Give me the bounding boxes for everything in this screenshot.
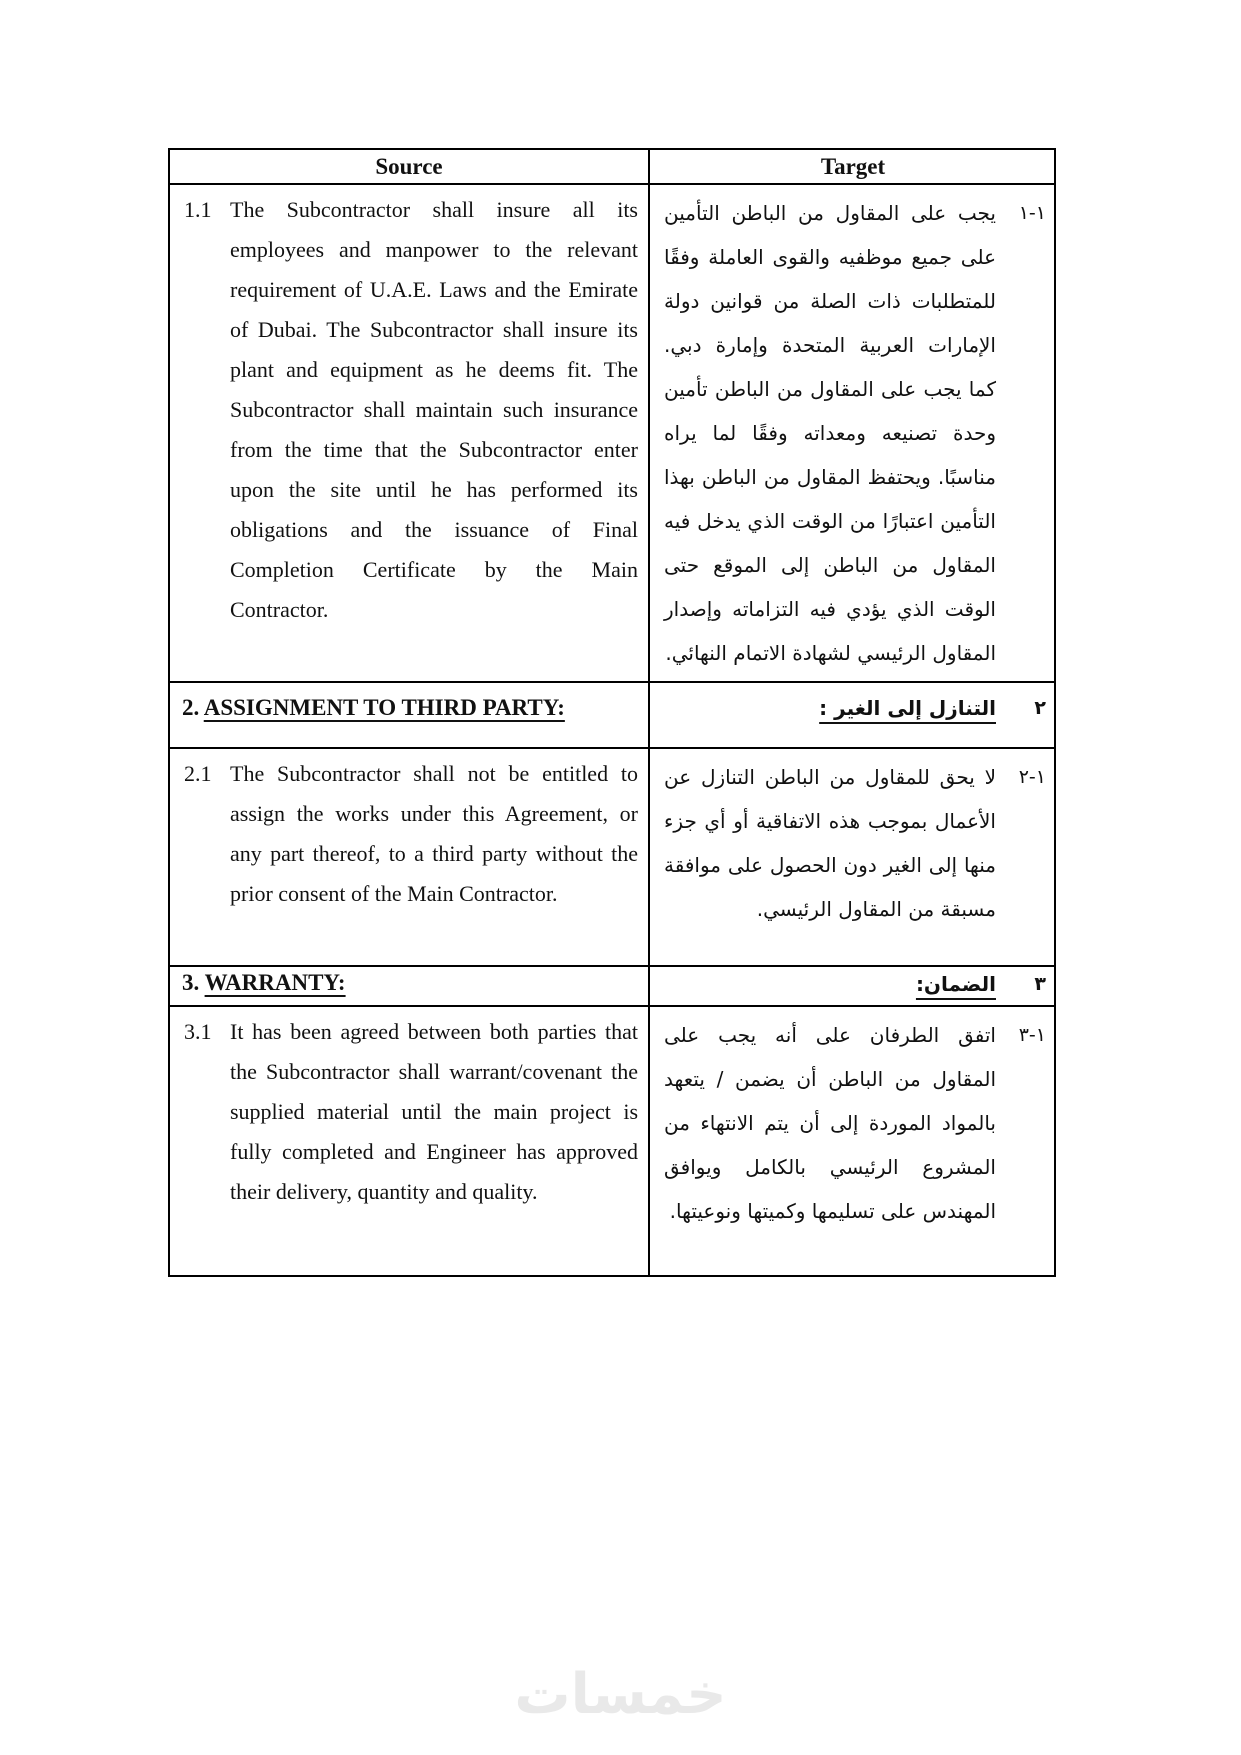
clause-number-ar: ٣-١ (1018, 1024, 1046, 1046)
section-3-target-cell (650, 967, 1056, 1005)
section-2-source-cell (170, 683, 650, 747)
clause-number-ar: ١-١ (1018, 202, 1046, 224)
target-header-cell (650, 150, 1056, 183)
section-title-ar: التنازل إلى الغير : (819, 696, 996, 720)
table-header-row (170, 150, 1054, 183)
section-number-ar: ٢ (1034, 697, 1046, 719)
clause-1-1-source-cell (170, 185, 650, 681)
section-row-3 (170, 965, 1054, 1005)
section-number-en: 3. (182, 970, 200, 995)
section-title-en: ASSIGNMENT TO THIRD PARTY: (203, 695, 565, 720)
clause-text-ar: يجب على المقاول من الباطن التأمين على جميع موظفيه والقوى العاملة وفقًا للمتطلبات ذات الصلة من قوانين دولة الإمارات العربية المتحدة وإمارة دبي. كما يجب على المقاول من الباطن تأمين وحدة تصنيعه ومعداته وفقًا لما يراه مناسبًا. ويحتفظ المقاول من الباطن بهذا التأمين اعتبارًا من الوقت الذي يدخل فيه المقاول من الباطن إلى الموقع حتى الوقت الذي يؤدي فيه التزاماته وإصدار المقاول الرئيسي لشهادة الاتمام النهائي. (664, 201, 996, 665)
clause-number-en: 3.1 (184, 1019, 212, 1044)
clause-text-en: The Subcontractor shall not be entitled to assign the works under this Agreement, or any part thereof, to a third party without the prior consent of the Main Contractor. (230, 761, 638, 906)
section-2-target-cell (650, 683, 1056, 747)
clause-number-en: 1.1 (184, 197, 212, 222)
source-header-cell (170, 150, 650, 183)
clause-2-1-target-cell (650, 749, 1056, 965)
clause-row-2-1 (170, 747, 1054, 965)
clause-text-en: It has been agreed between both parties that the Subcontractor shall warrant/covenant the supplied material until the main project is fully completed and Engineer has approved their delivery, quantity and quality. (230, 1019, 638, 1204)
clause-3-1-source-cell (170, 1007, 650, 1275)
clause-row-3-1 (170, 1005, 1054, 1275)
khamsat-watermark: خمسات (514, 1662, 727, 1727)
section-title-en: WARRANTY: (204, 970, 346, 995)
clause-row-1-1 (170, 183, 1054, 681)
clause-number-ar: ٢-١ (1018, 766, 1046, 788)
section-number-ar: ٣ (1034, 973, 1046, 995)
clause-text-ar: اتفق الطرفان على أنه يجب على المقاول من الباطن أن يضمن / يتعهد بالمواد الموردة إلى أن يتم الانتهاء من المشروع الرئيسي بالكامل ويوافق المهندس على تسليمها وكميتها ونوعيتها. (664, 1023, 996, 1223)
clause-text-en: The Subcontractor shall insure all its employees and manpower to the relevant requirement of U.A.E. Laws and the Emirate of Dubai. The Subcontractor shall insure its plant and equipment as he deems fit. The Subcontractor shall maintain such insurance from the time that the Subcontractor enter upon the site until he has performed its obligations and the issuance of Final Completion Certificate by the Main Contractor. (230, 197, 638, 622)
target-header-label: Target (820, 153, 886, 179)
section-title-ar: الضمان: (915, 972, 996, 996)
clause-text-ar: لا يحق للمقاول من الباطن التنازل عن الأعمال بموجب هذه الاتفاقية أو أي جزء منها إلى الغير دون الحصول على موافقة مسبقة من المقاول الرئيسي. (664, 765, 996, 921)
section-row-2 (170, 681, 1054, 747)
source-header-label: Source (375, 153, 443, 179)
section-number-en: 2. (182, 695, 200, 720)
clause-2-1-source-cell (170, 749, 650, 965)
clause-1-1-target-cell (650, 185, 1056, 681)
translation-table (168, 148, 1056, 1277)
clause-3-1-target-cell (650, 1007, 1056, 1275)
clause-number-en: 2.1 (184, 761, 212, 786)
section-3-source-cell (170, 967, 650, 1005)
